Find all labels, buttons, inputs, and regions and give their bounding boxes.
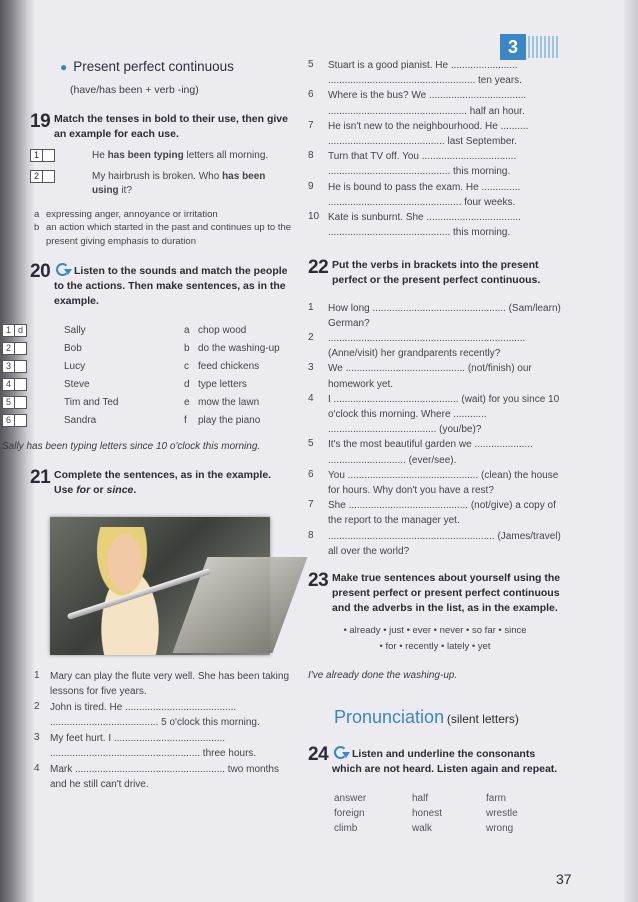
exercise-item: 8 ............................................................ (James/travel) all over the world? [308,529,561,557]
answer-box[interactable] [14,396,27,409]
exercise-24 [308,745,562,777]
bullet-icon: ● [60,60,68,74]
exercise-item: 5 It's the most beautiful garden we ..................... ............................ (ever/see). [308,438,533,466]
listen-icon [332,745,350,759]
exercise-number: 21 [30,467,51,489]
adverb-list: • already • just • ever • never • so far • since • for • recently • lately • yet [343,624,527,652]
grammar-form: (have/has been + verb -ing) [70,83,199,96]
exercise-23 [308,571,562,617]
page-edge-shadow [624,0,638,902]
exercise-19-items [33,149,292,198]
word-item[interactable]: wrestle [486,807,518,819]
option-item: a expressing anger, annoyance or irritation [34,209,218,221]
exercise-19-options [30,208,292,248]
match-row: 6 Sandra f play the piano [30,414,292,428]
exercise-22-items [308,301,562,559]
answer-box[interactable] [14,342,27,355]
exercise-instruction: Put the verbs in brackets into the present perfect or the present perfect continuous. [332,259,541,287]
match-row: 2 Bob b do the washing-up [30,342,292,356]
exercise-item: 2 John is tired. He ........................................ ....................................... 5 o'clock this morning. [34,700,260,728]
exercise-21-items-right [308,58,562,240]
exercise-number: 23 [308,569,329,591]
answer-box[interactable] [14,360,27,373]
exercise-item: 1 Mary can play the flute very well. She has been taking lessons for five years. [34,669,290,697]
exercise-instruction: Listen to the sounds and match the people to the actions. Then make sentences, as in the example. [54,262,292,310]
exercise-item: 7 He isn't new to the neighbourhood. He .......... .......................................... last September. [308,119,529,147]
pronunciation-heading: Pronunciation (silent letters) [334,707,519,728]
example-sentence: I've already done the washing-up. [308,669,458,681]
answer-box[interactable] [42,170,55,183]
word-item[interactable]: answer [334,792,367,804]
exercise-item: 5 Stuart is a good pianist. He ........................ ..................................................... ten years. [308,59,522,87]
exercise-21 [30,468,292,498]
exercise-number: 20 [30,260,51,282]
word-item[interactable]: foreign [334,807,365,819]
word-list [334,791,562,836]
option-item: b an action which started in the past and continues up to the present giving emphasis to duration [34,222,292,247]
exercise-number: 22 [308,257,329,279]
exercise-item: 4 Mark ...................................................... two months and he still can't drive. [34,762,279,790]
word-item[interactable]: wrong [486,822,514,834]
exercise-19 [30,112,292,142]
exercise-item: 6 Where is the bus? We ................................... .................................................. half an hour. [308,89,527,117]
photo-girl-playing-flute [40,517,280,657]
word-item[interactable]: climb [334,822,358,834]
exercise-item: 2 ....................................................................... (Anne/visit) her grandparents recently? [308,332,526,360]
exercise-item: 3 My feet hurt. I ........................................ ...................................................... three hours. [34,731,257,759]
word-item[interactable]: half [412,792,429,804]
match-row: 1 d Sally a chop wood [30,324,292,338]
exercise-20-matching [5,324,292,428]
page-number: 37 [556,871,572,887]
word-item[interactable]: farm [486,792,506,804]
match-item: 1 He has been typing letters all morning. [60,149,292,163]
word-item[interactable]: honest [412,807,443,819]
exercise-instruction: Listen and underline the consonants which are not heard. Listen again and repeat. [332,745,562,777]
exercise-item: 1 How long ................................................ (Sam/learn) German? [308,301,561,329]
exercise-item: 8 Turn that TV off. You .................................. ............................................ this morning. [308,150,517,178]
example-sentence: Sally has been typing letters since 10 o'clock this morning. [2,440,261,452]
answer-box[interactable] [14,414,27,427]
exercise-number: 24 [308,743,329,765]
right-column [308,58,562,836]
answer-box[interactable] [14,378,27,391]
exercise-item: 7 She ........................................... (not/give) a copy of the report to the manager yet. [308,499,556,527]
left-column [2,58,292,792]
exercise-22 [308,258,562,288]
word-item[interactable]: walk [412,822,433,834]
answer-box[interactable]: d [14,324,27,337]
grammar-heading: ● Present perfect continuous [60,59,234,74]
match-row: 3 Lucy c feed chickens [30,360,292,374]
exercise-item: 9 He is bound to pass the exam. He .............. ................................................ four weeks. [308,180,521,208]
exercise-item: 6 You ............................................... (clean) the house for hours. Why don't you have a rest? [308,468,559,496]
answer-box[interactable] [42,149,55,162]
exercise-instruction: Make true sentences about yourself using the present perfect or present perfect continuous and the adverbs in the list, as in the example. [332,571,561,615]
match-item: 2 My hairbrush is broken. Who has been using it? [60,170,292,198]
match-row: 4 Steve d type letters [30,378,292,392]
exercise-item: 3 We ........................................... (not/finish) our homework yet. [308,362,532,390]
unit-badge-decoration [528,36,560,58]
listen-icon [54,262,72,276]
match-row: 5 Tim and Ted e mow the lawn [30,396,292,410]
exercise-number: 19 [30,110,51,132]
exercise-instruction: Match the tenses in bold to their use, then give an example for each use. [54,112,288,140]
exercise-item: 4 I ............................................. (wait) for you since 10 o'clock this morning. Where ............ ....................................... (you/be)? [308,392,560,436]
exercise-20 [30,262,292,310]
exercise-instruction: Complete the sentences, as in the example. Use for or since. [54,469,272,497]
unit-number-badge: 3 [500,34,526,60]
exercise-item: 10 Kate is sunburnt. She .................................. ............................................ this morning. [308,210,521,239]
exercise-21-items-left [34,669,292,792]
